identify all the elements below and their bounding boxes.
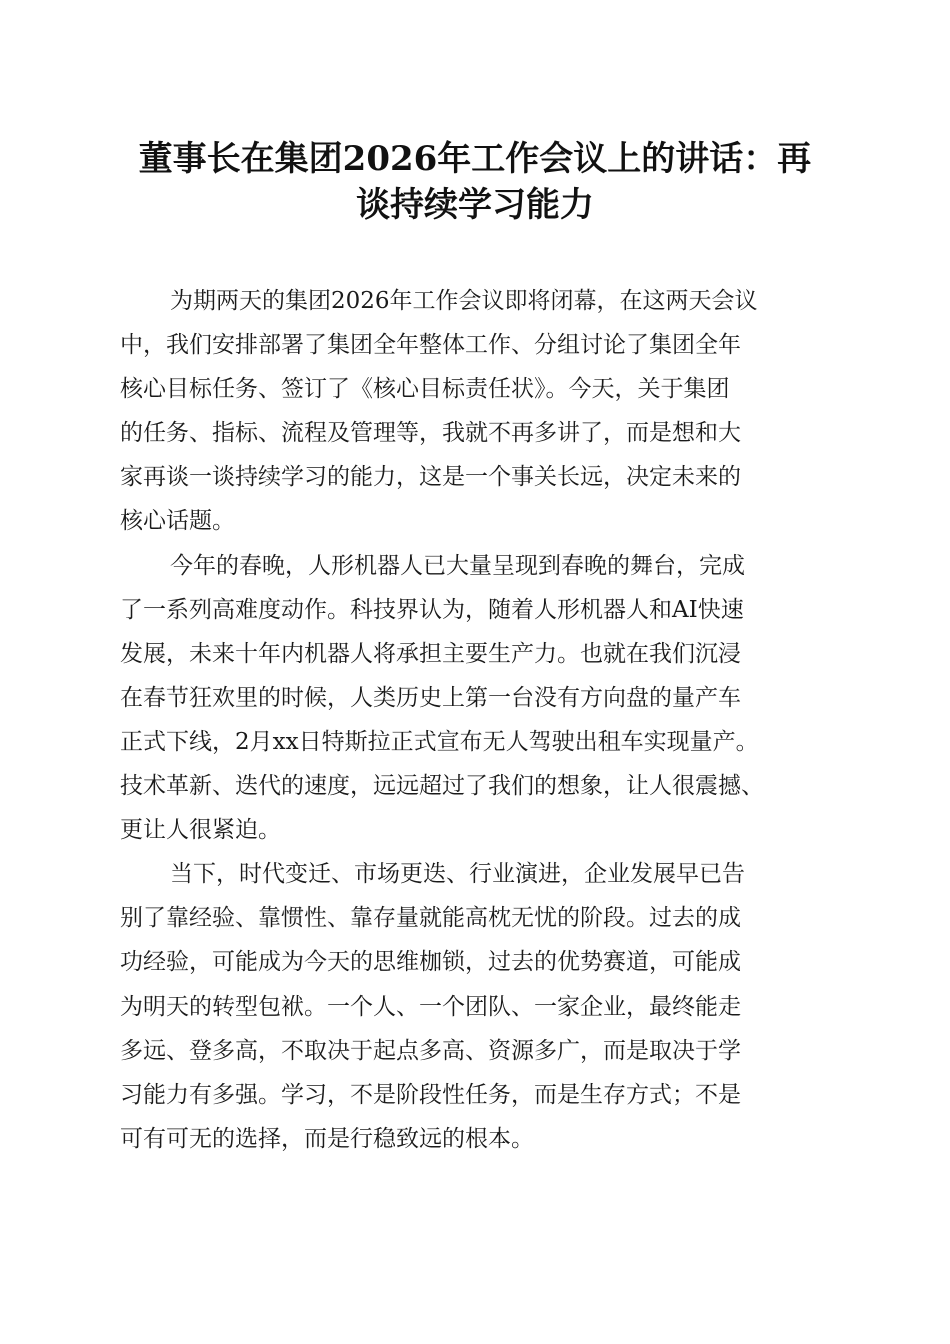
title-line: 董事长在集团2026年工作会议上的讲话：再	[138, 139, 812, 179]
paragraph-line: 当下，时代变迁、市场更迭、行业演进，企业发展早已告	[170, 861, 745, 888]
paragraph-line: 今年的春晚，人形机器人已大量呈现到春晚的舞台，完成	[170, 552, 745, 579]
paragraph-line: 中，我们安排部署了集团全年整体工作、分组讨论了集团全年	[120, 332, 741, 359]
paragraph-line: 技术革新、迭代的速度，远远超过了我们的想象，让人很震撼、	[120, 773, 764, 800]
paragraph-2	[120, 544, 840, 853]
paragraph-1	[120, 279, 840, 544]
paragraph-line: 功经验，可能成为今天的思维枷锁，过去的优势赛道，可能成	[120, 949, 741, 976]
paragraph-line: 别了靠经验、靠惯性、靠存量就能高枕无忧的阶段。过去的成	[120, 905, 741, 932]
title-line: 谈持续学习能力	[356, 185, 594, 225]
paragraph-line: 的任务、指标、流程及管理等，我就不再多讲了，而是想和大	[120, 420, 741, 447]
paragraph-line: 了一系列高难度动作。科技界认为，随着人形机器人和AI快速	[120, 596, 744, 623]
paragraph-line: 在春节狂欢里的时候，人类历史上第一台没有方向盘的量产车	[120, 684, 741, 711]
paragraph-line: 为期两天的集团2026年工作会议即将闭幕，在这两天会议	[170, 288, 758, 314]
paragraph-line: 多远、登多高，不取决于起点多高、资源多广，而是取决于学	[120, 1037, 741, 1064]
paragraph-3	[120, 852, 840, 1161]
document-body	[120, 279, 840, 1161]
paragraph-line: 为明天的转型包袱。一个人、一个团队、一家企业，最终能走	[120, 993, 741, 1020]
paragraph-line: 正式下线，2月xx日特斯拉正式宣布无人驾驶出租车实现量产。	[120, 728, 759, 755]
paragraph-line: 习能力有多强。学习，不是阶段性任务，而是生存方式；不是	[120, 1081, 741, 1108]
paragraph-line: 核心目标任务、签订了《核心目标责任状》。今天，关于集团	[120, 376, 730, 403]
document-title	[110, 136, 840, 228]
paragraph-line: 可有可无的选择，而是行稳致远的根本。	[120, 1125, 534, 1152]
paragraph-line: 核心话题。	[120, 508, 235, 535]
paragraph-line: 更让人很紧迫。	[120, 817, 281, 844]
paragraph-line: 家再谈一谈持续学习的能力，这是一个事关长远，决定未来的	[120, 464, 741, 491]
paragraph-line: 发展，未来十年内机器人将承担主要生产力。也就在我们沉浸	[120, 640, 741, 667]
